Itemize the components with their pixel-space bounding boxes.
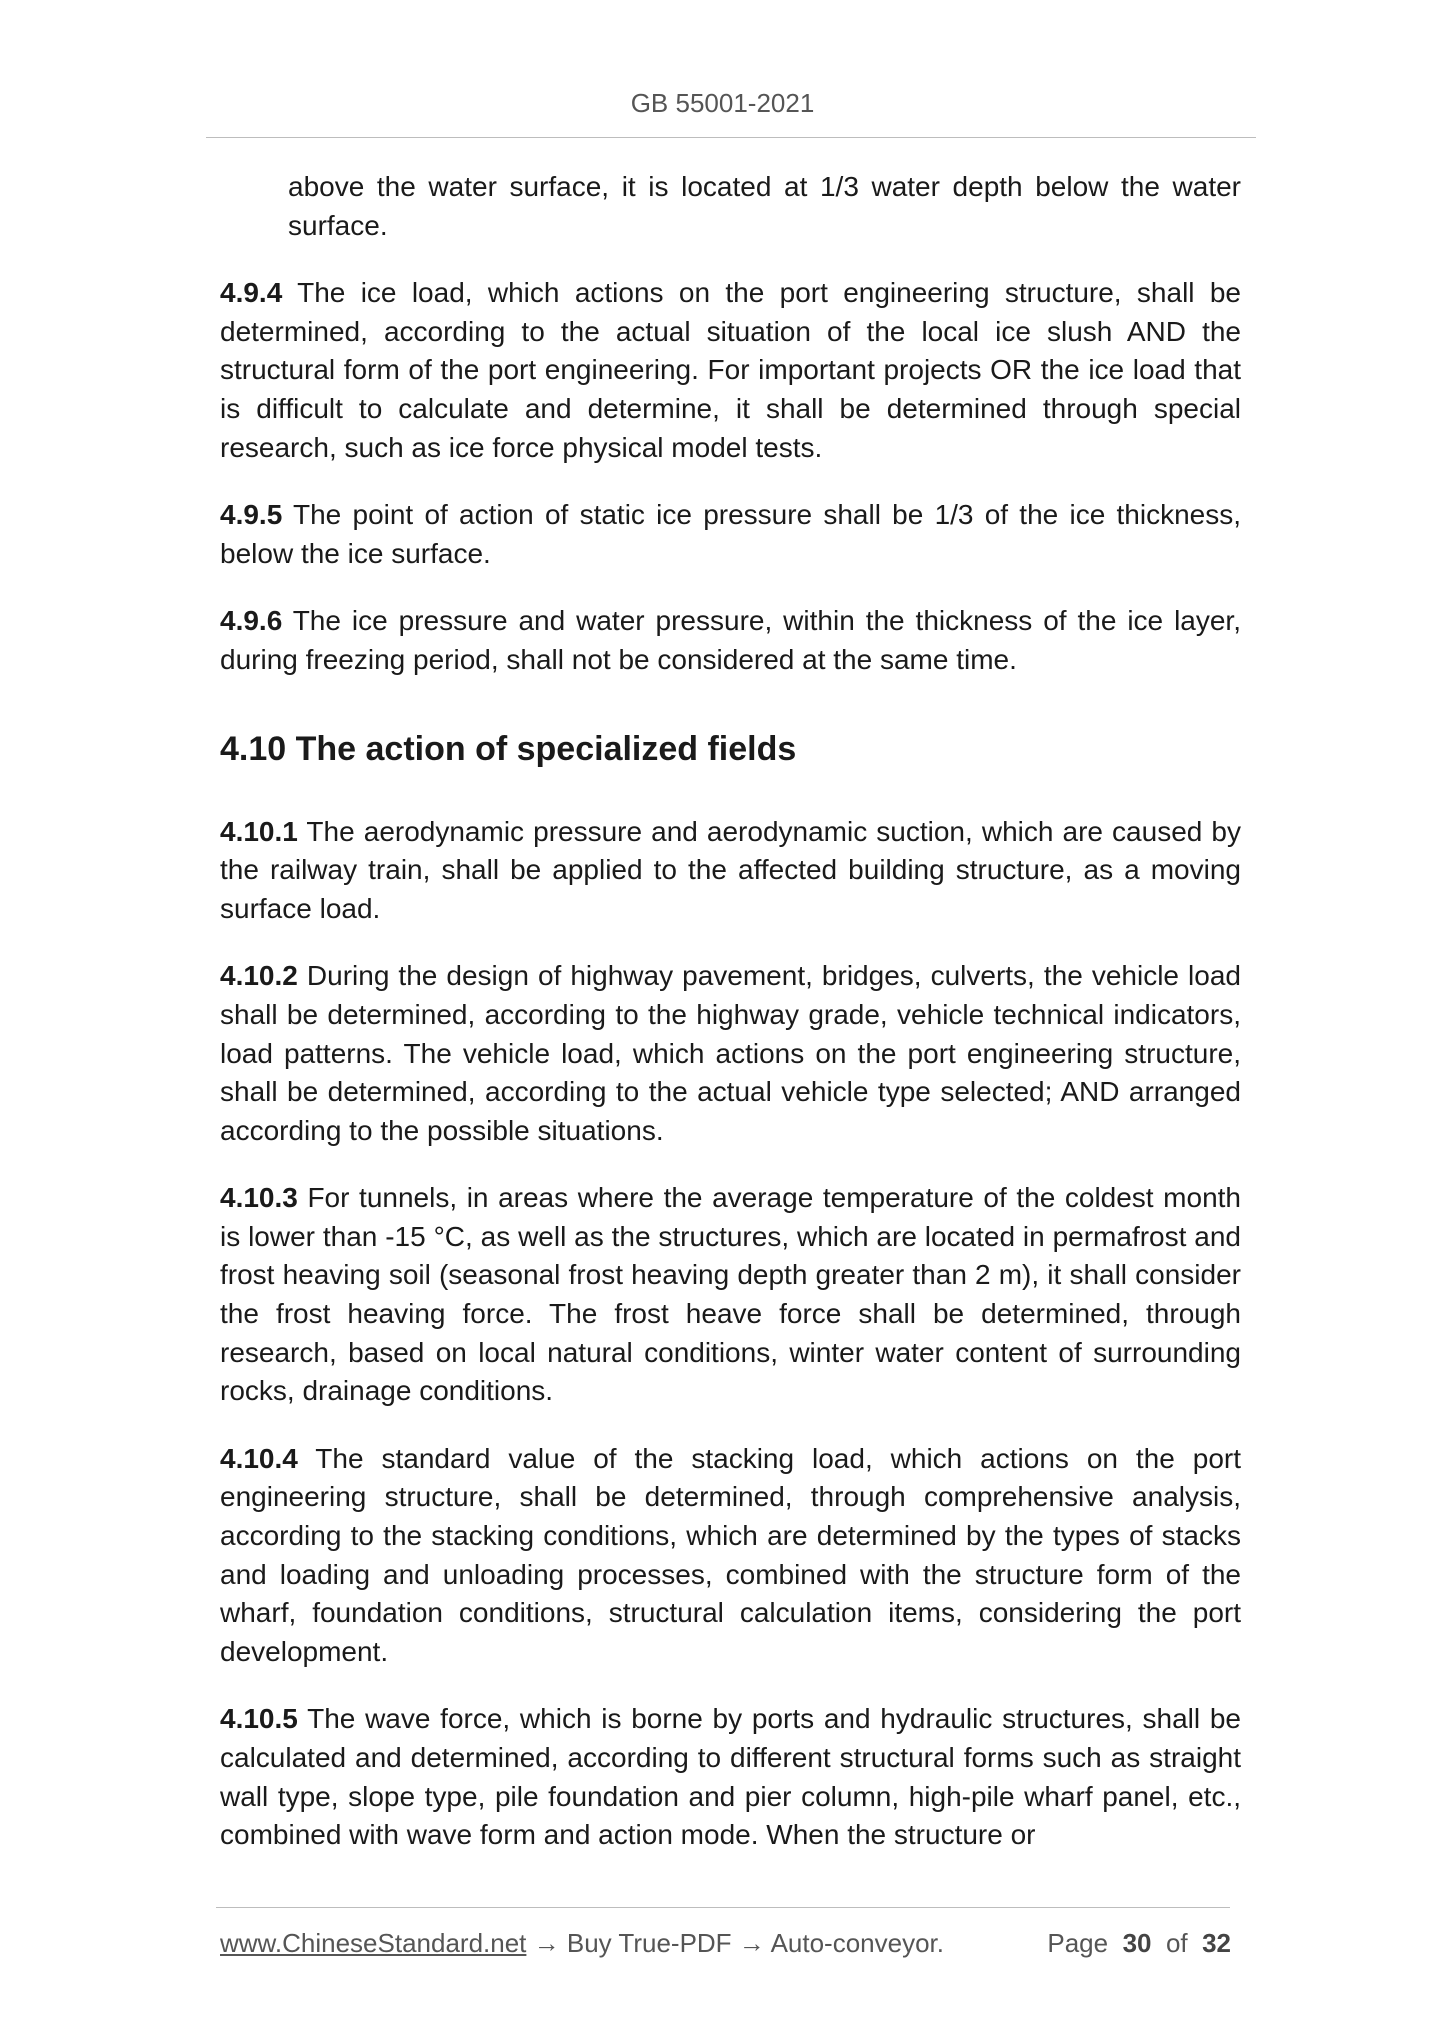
section-heading: 4.10 The action of specialized fields [220, 729, 797, 768]
clause-text: The standard value of the stacking load, which actions on the port engineering structure, shall be determined, through comprehensive analysis, according to the stacking conditions, which are determined by the types of stacks and loading and unloading processes, combined with the structure form of the wharf, foundation conditions, structural calculation items, considering the port development. [220, 1442, 1241, 1667]
clause-number: 4.10.1 [220, 815, 298, 847]
current-page: 30 [1122, 1928, 1152, 1958]
page-content [220, 168, 1241, 1884]
page-indicator [1047, 1925, 1231, 1961]
footer-source [220, 1925, 944, 1961]
clause-4-9-5 [220, 496, 1241, 573]
website-link[interactable]: www.ChineseStandard.net [220, 1928, 527, 1958]
clause-text: The aerodynamic pressure and aerodynamic suction, which are caused by the railway train, shall be applied to the affected building structure, as a moving surface load. [220, 815, 1241, 924]
clause-number: 4.9.4 [220, 277, 283, 309]
clause-4-10-3 [220, 1179, 1241, 1411]
clause-number: 4.10.5 [220, 1703, 298, 1735]
header-divider [206, 137, 1256, 138]
footer-divider [216, 1907, 1230, 1908]
clause-text: During the design of highway pavement, bridges, culverts, the vehicle load shall be determined, according to the highway grade, vehicle technical indicators, load patterns. The vehicle load, which actions on the port engineering structure, shall be determined, according to the actual vehicle type selected; AND arranged according to the possible situations. [220, 960, 1241, 1146]
document-header: GB 55001-2021 [630, 88, 815, 118]
clause-text: The point of action of static ice pressure shall be 1/3 of the ice thickness, below the ice surface. [220, 499, 1241, 569]
total-pages: 32 [1202, 1928, 1231, 1958]
footer-link-tail: → Buy True-PDF → Auto-conveyor. [526, 1928, 945, 1958]
clause-text: The ice pressure and water pressure, within the thickness of the ice layer, during freezing period, shall not be considered at the same time. [220, 605, 1241, 675]
clause-text: For tunnels, in areas where the average temperature of the coldest month is lower than -15 °C, as well as the structures, which are located in permafrost and frost heaving soil (seasonal frost heaving depth greater than 2 m), it shall consider the frost heaving force. The frost heave force shall be determined, through research, based on local natural conditions, winter water content of surrounding rocks, drainage conditions. [220, 1182, 1241, 1407]
clause-4-10-2 [220, 957, 1241, 1150]
of-label: of [1165, 1928, 1188, 1958]
clause-4-9-6 [220, 602, 1241, 679]
clause-4-10-4 [220, 1440, 1241, 1672]
clause-number: 4.10.4 [220, 1442, 298, 1474]
clause-number: 4.10.2 [220, 960, 298, 992]
clause-number: 4.9.5 [220, 499, 283, 531]
clause-4-9-4 [220, 274, 1241, 467]
clause-number: 4.10.3 [220, 1182, 298, 1214]
paragraph-continued [288, 168, 1241, 245]
clause-text: The ice load, which actions on the port engineering structure, shall be determined, according to the actual situation of the local ice slush AND the structural form of the port engineering. For important projects OR the ice load that is difficult to calculate and determine, it shall be determined through special research, such as ice force physical model tests. [220, 277, 1241, 463]
clause-number: 4.9.6 [220, 605, 283, 637]
clause-4-10-1 [220, 813, 1241, 929]
page-label: Page [1047, 1928, 1109, 1958]
clause-text: The wave force, which is borne by ports and hydraulic structures, shall be calculated and determined, according to different structural forms such as straight wall type, slope type, pile foundation and pier column, high-pile wharf panel, etc., combined with wave form and action mode. When the structure or [220, 1703, 1241, 1851]
clause-4-10-5 [220, 1700, 1241, 1854]
paragraph-text: above the water surface, it is located at 1/3 water depth below the water surface. [288, 171, 1241, 241]
